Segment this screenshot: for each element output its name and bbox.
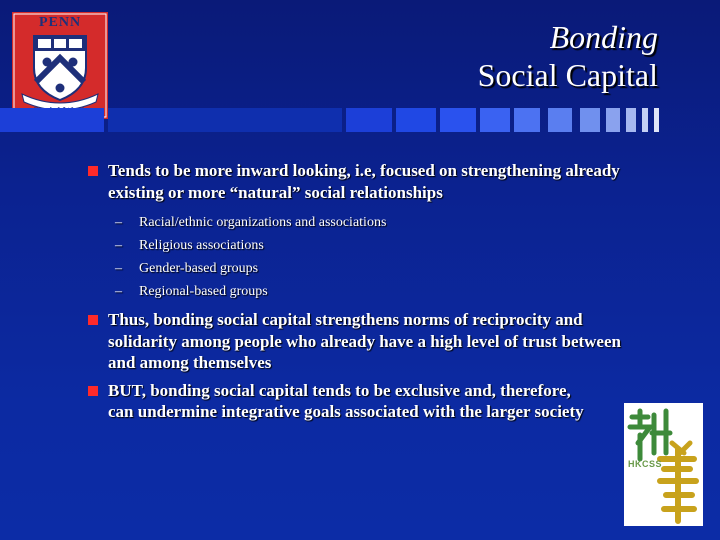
slide-body bbox=[88, 160, 648, 429]
deco-block bbox=[548, 108, 572, 132]
bullet-text: Tends to be more inward looking, i.e, focused on strengthening already existing or more “natural” social relationships bbox=[108, 161, 620, 202]
sub-item-text: Gender-based groups bbox=[139, 261, 259, 276]
hkcss-label: HKCSS bbox=[628, 459, 663, 469]
deco-block bbox=[626, 108, 636, 132]
dash-marker: – bbox=[115, 261, 122, 276]
title-line-1: Bonding bbox=[549, 19, 658, 55]
slide-title bbox=[478, 18, 658, 94]
penn-social-work-logo bbox=[12, 12, 108, 119]
deco-block bbox=[0, 108, 104, 132]
sub-list bbox=[88, 211, 648, 303]
deco-block bbox=[514, 108, 540, 132]
deco-block bbox=[108, 108, 342, 132]
hkcss-logo bbox=[624, 403, 703, 526]
bullet-item bbox=[88, 380, 648, 423]
deco-block bbox=[580, 108, 600, 132]
deco-block bbox=[396, 108, 436, 132]
deco-block bbox=[654, 108, 659, 132]
sub-item bbox=[88, 211, 648, 234]
deco-block bbox=[606, 108, 620, 132]
dash-marker: – bbox=[115, 284, 122, 299]
bullet-text: Thus, bonding social capital strengthens norms of reciprocity and solidarity among people who already have a high level of trust between and among themselves bbox=[108, 310, 621, 372]
bullet-item bbox=[88, 160, 648, 203]
title-line-2: Social Capital bbox=[477, 57, 658, 93]
sub-item bbox=[88, 257, 648, 280]
bullet-text: BUT, bonding social capital tends to be exclusive and, therefore, can undermine integrative goals associated with the larger society bbox=[108, 380, 584, 421]
bullet-marker-icon bbox=[88, 166, 98, 176]
deco-block bbox=[346, 108, 392, 132]
sub-item bbox=[88, 234, 648, 257]
logo-university-name: PENN bbox=[38, 15, 82, 30]
bullet-marker-icon bbox=[88, 386, 98, 396]
dash-marker: – bbox=[115, 215, 122, 230]
deco-block bbox=[642, 108, 648, 132]
decorative-block-bar bbox=[0, 108, 720, 133]
dash-marker: – bbox=[115, 238, 122, 253]
sub-item-text: Religious associations bbox=[139, 238, 264, 253]
bullet-marker-icon bbox=[88, 315, 98, 325]
deco-block bbox=[480, 108, 510, 132]
sub-item-text: Racial/ethnic organizations and associations bbox=[139, 215, 387, 230]
sub-item-text: Regional-based groups bbox=[139, 284, 268, 299]
deco-block bbox=[440, 108, 476, 132]
bullet-item bbox=[88, 309, 648, 374]
sub-item bbox=[88, 280, 648, 303]
